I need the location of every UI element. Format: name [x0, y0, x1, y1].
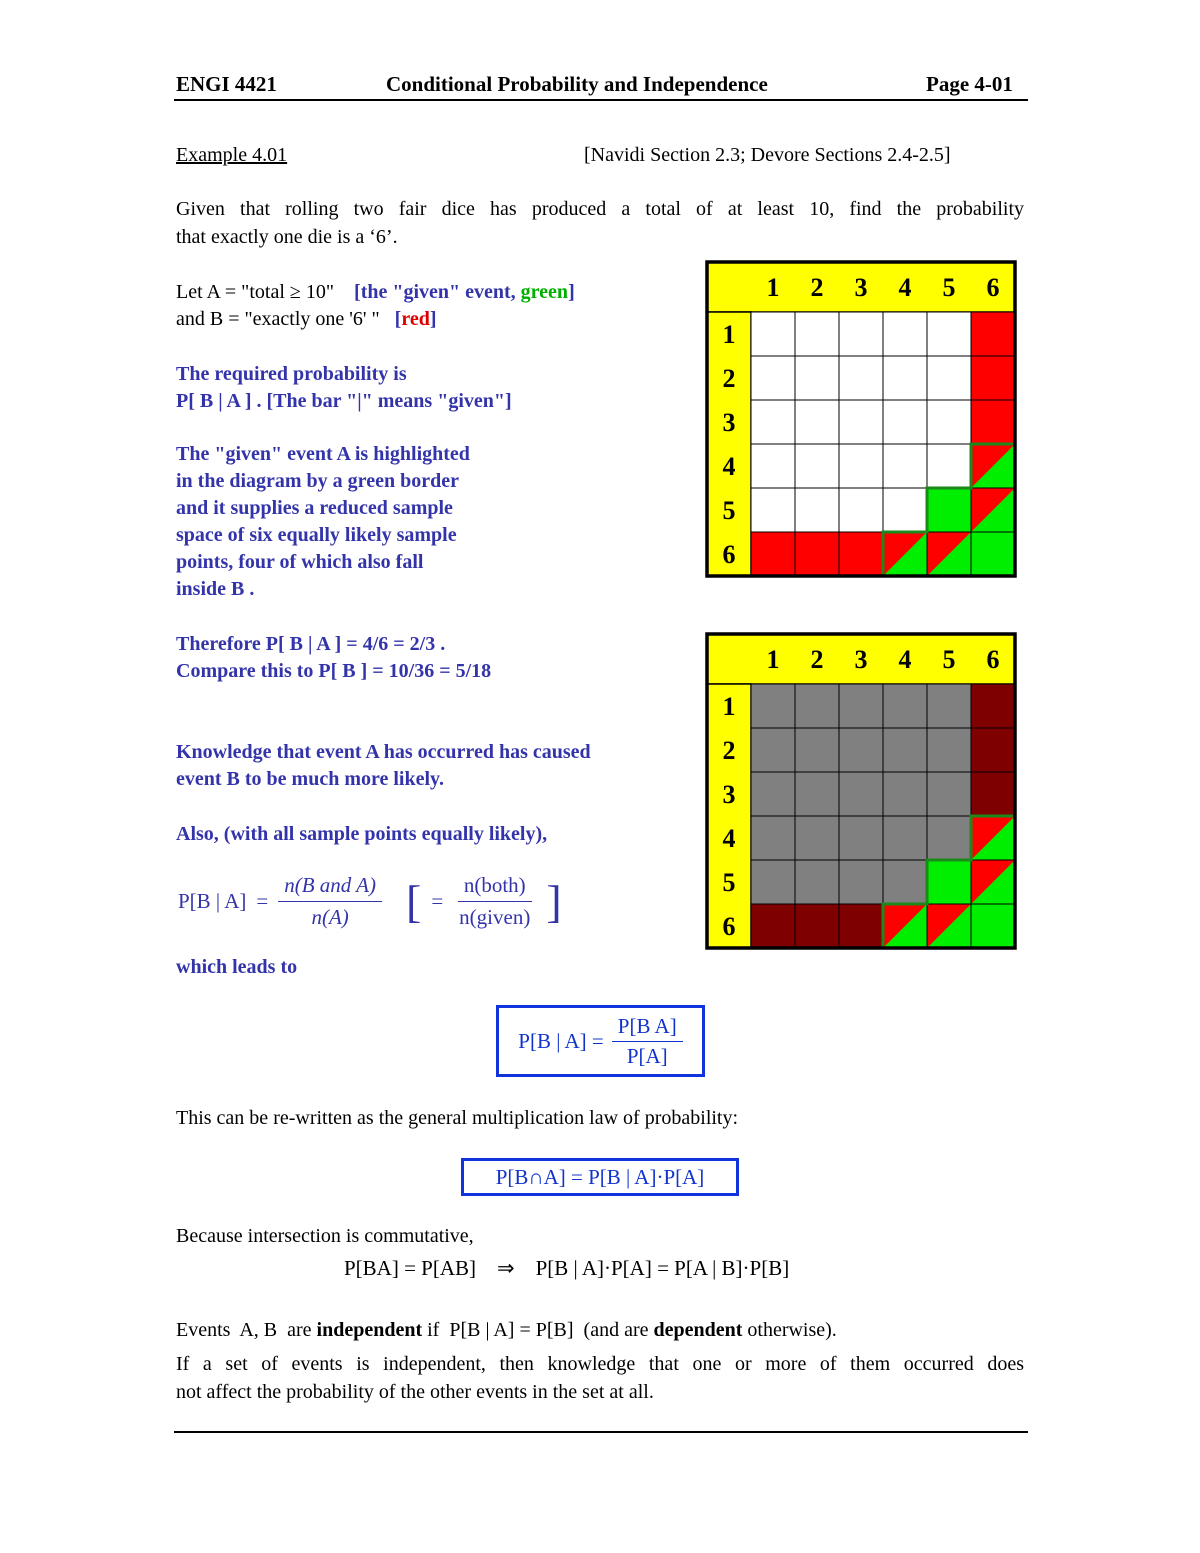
grid-cell: [751, 488, 795, 532]
grid-cell: [839, 400, 883, 444]
formula-eq-2: =: [431, 889, 444, 913]
grid-cell: [971, 728, 1015, 772]
grid-cell: [927, 444, 971, 488]
independence-pre: Events A, B are: [176, 1319, 317, 1341]
given-line-2: in the diagram by a green border: [176, 470, 459, 492]
grid-cell: [883, 860, 927, 904]
therefore-line: Therefore P[ B | A ] = 4/6 = 2/3 .: [176, 633, 446, 655]
grid-cell: [795, 532, 839, 576]
independence-line-2: If a set of events is independent, then knowledge that one or more of them occurred does: [176, 1353, 1024, 1375]
formula-lhs: P[B | A]: [178, 889, 247, 913]
formula-fraction-2: [453, 872, 536, 931]
grid-cell: [839, 728, 883, 772]
grid-cell: [883, 356, 927, 400]
grid-column-label: 4: [898, 273, 912, 302]
grid-column-label: 5: [942, 273, 956, 302]
grid-cell: [795, 904, 839, 948]
dice-grid-top: [700, 255, 1030, 580]
grid-header-column: [707, 684, 751, 948]
grid-cell: [795, 400, 839, 444]
grid-cell: [883, 684, 927, 728]
grid-cell: [971, 312, 1015, 356]
definition-b-text: and B = "exactly one '6' ": [176, 308, 380, 330]
grid-cell: [795, 444, 839, 488]
fraction-2-numerator: n(both): [458, 872, 532, 902]
grid-cell: [839, 488, 883, 532]
grid-column-label: 6: [986, 645, 1000, 674]
grid-cell: [883, 728, 927, 772]
box1-numerator: P[B A]: [612, 1014, 683, 1042]
box1-lhs: P[B | A] =: [518, 1028, 604, 1053]
knowledge-line-1: Knowledge that event A has occurred has caused: [176, 741, 591, 763]
grid-cell: [927, 860, 971, 904]
grid-cell: [839, 532, 883, 576]
grid-cell: [839, 904, 883, 948]
given-line-5: points, four of which also fall: [176, 551, 424, 573]
knowledge-line-2: event B to be much more likely.: [176, 768, 444, 790]
independence-mid: if P[B | A] = P[B] (and are: [422, 1319, 654, 1341]
grid-cell: [839, 444, 883, 488]
independence-definition: [176, 1317, 837, 1344]
grid-row-label: 4: [722, 824, 736, 853]
grid-cell: [795, 816, 839, 860]
red-bracket-open: [: [394, 308, 402, 330]
fraction-2-denominator: n(given): [459, 905, 531, 929]
grid-row-label: 1: [722, 692, 736, 721]
formula-fraction-1: [278, 872, 382, 931]
footer-rule: [174, 1431, 1028, 1433]
grid-cell: [927, 684, 971, 728]
grid-cell: [751, 904, 795, 948]
formula-eq-1: =: [256, 889, 269, 913]
grid-cell: [971, 904, 1015, 948]
grid-cell: [927, 400, 971, 444]
grid-cell: [839, 312, 883, 356]
page-title: Conditional Probability and Independence: [386, 72, 768, 96]
grid-cell: [839, 772, 883, 816]
grid-cell: [883, 772, 927, 816]
grid-row-label: 6: [722, 912, 736, 941]
grid-cell: [971, 532, 1015, 576]
grid-header-column: [707, 312, 751, 576]
grid-row-label: 2: [722, 736, 736, 765]
multiplication-law-formula: P[B∩A] = P[B | A]·P[A]: [495, 1164, 705, 1189]
grid-cell: [927, 488, 971, 532]
grid-cell: [751, 444, 795, 488]
grid-row-label: 2: [722, 364, 736, 393]
grid-column-label: 6: [986, 273, 1000, 302]
page-number: Page 4-01: [926, 72, 1013, 96]
independence-post: otherwise).: [742, 1319, 837, 1341]
grid-row-label: 5: [722, 496, 736, 525]
grid-cell: [971, 400, 1015, 444]
grid-cell: [927, 772, 971, 816]
grid-cell: [751, 356, 795, 400]
grid-column-label: 5: [942, 645, 956, 674]
fraction-1-numerator: n(B and A): [278, 872, 382, 902]
independence-line-3: not affect the probability of the other events in the set at all.: [176, 1381, 654, 1403]
problem-line-2: that exactly one die is a ‘6’.: [176, 226, 398, 248]
grid-cell: [751, 772, 795, 816]
grid-cell: [883, 400, 927, 444]
problem-line-1: Given that rolling two fair dice has produced a total of at least 10, find the probability: [176, 198, 1024, 220]
dependent-word: dependent: [653, 1319, 743, 1341]
course-code: ENGI 4421: [176, 72, 277, 96]
dice-grid-bottom: [700, 627, 1030, 952]
grid-cell: [751, 684, 795, 728]
box1-denominator: P[A]: [626, 1043, 668, 1068]
also-line: Also, (with all sample points equally likely),: [176, 823, 548, 845]
grid-cell: [795, 728, 839, 772]
grid-cell: [971, 772, 1015, 816]
grid-cell: [883, 312, 927, 356]
grid-cell: [795, 488, 839, 532]
example-label: Example 4.01: [176, 144, 288, 166]
grid-row-label: 3: [722, 780, 736, 809]
grid-cell: [971, 356, 1015, 400]
compare-line: Compare this to P[ B ] = 10/36 = 5/18: [176, 660, 492, 682]
grid-column-label: 3: [854, 645, 868, 674]
definition-a-text: Let A = "total ≥ 10": [176, 281, 335, 303]
grid-cell: [795, 772, 839, 816]
bracket-open: [: [406, 876, 422, 927]
grid-cell: [927, 312, 971, 356]
multiplication-law-text: This can be re-written as the general multiplication law of probability:: [176, 1107, 739, 1129]
green-word: green: [520, 281, 569, 303]
grid-cell: [795, 684, 839, 728]
grid-column-label: 4: [898, 645, 912, 674]
given-line-1: The "given" event A is highlighted: [176, 443, 470, 465]
commutative-formula: P[BA] = P[AB] ⇒ P[B | A]·P[A] = P[A | B]·P[B]: [344, 1256, 790, 1280]
grid-cell: [883, 816, 927, 860]
grid-cell: [839, 860, 883, 904]
grid-cell: [839, 356, 883, 400]
example-reference: [Navidi Section 2.3; Devore Sections 2.4-2.5]: [584, 144, 951, 166]
grid-row-label: 4: [722, 452, 736, 481]
given-line-4: space of six equally likely sample: [176, 524, 457, 546]
red-word: red: [401, 308, 430, 330]
required-line-2: P[ B | A ] . [The bar "|" means "given"]: [176, 390, 512, 412]
grid-row-label: 6: [722, 540, 736, 569]
commutative-text: Because intersection is commutative,: [176, 1225, 474, 1247]
grid-cell: [795, 860, 839, 904]
grid-cell: [751, 312, 795, 356]
leads-to-line: which leads to: [176, 956, 298, 978]
grid-cell: [839, 816, 883, 860]
independent-word: independent: [316, 1319, 423, 1341]
box1-fraction: [612, 1014, 683, 1069]
grid-cell: [883, 488, 927, 532]
conditional-formula: [178, 872, 562, 931]
grid-column-label: 2: [810, 645, 824, 674]
grid-row-label: 3: [722, 408, 736, 437]
grid-cell: [927, 816, 971, 860]
multiplication-law-box: [461, 1158, 739, 1196]
grid-column-label: 1: [766, 273, 780, 302]
given-bracket-open: [the "given" event,: [354, 281, 521, 303]
grid-cell: [795, 356, 839, 400]
grid-column-label: 2: [810, 273, 824, 302]
grid-cell: [751, 860, 795, 904]
definition-b: [176, 306, 437, 333]
grid-column-label: 1: [766, 645, 780, 674]
grid-cell: [839, 684, 883, 728]
grid-cell: [795, 312, 839, 356]
grid-cell: [751, 400, 795, 444]
grid-cell: [927, 728, 971, 772]
bracket-close: ]: [546, 876, 562, 927]
given-bracket-close: ]: [568, 281, 575, 303]
given-line-6: inside B .: [176, 578, 255, 600]
grid-cell: [927, 356, 971, 400]
grid-column-label: 3: [854, 273, 868, 302]
grid-cell: [751, 816, 795, 860]
grid-row-label: 1: [722, 320, 736, 349]
required-line-1: The required probability is: [176, 363, 407, 385]
grid-cell: [971, 684, 1015, 728]
grid-cell: [751, 532, 795, 576]
definition-a: [176, 279, 575, 306]
fraction-1-denominator: n(A): [311, 905, 349, 929]
grid-row-label: 5: [722, 868, 736, 897]
given-line-3: and it supplies a reduced sample: [176, 497, 453, 519]
grid-cell: [883, 444, 927, 488]
conditional-probability-box: [496, 1005, 705, 1077]
red-bracket-close: ]: [429, 308, 437, 330]
header-rule: [174, 99, 1028, 101]
grid-cell: [751, 728, 795, 772]
